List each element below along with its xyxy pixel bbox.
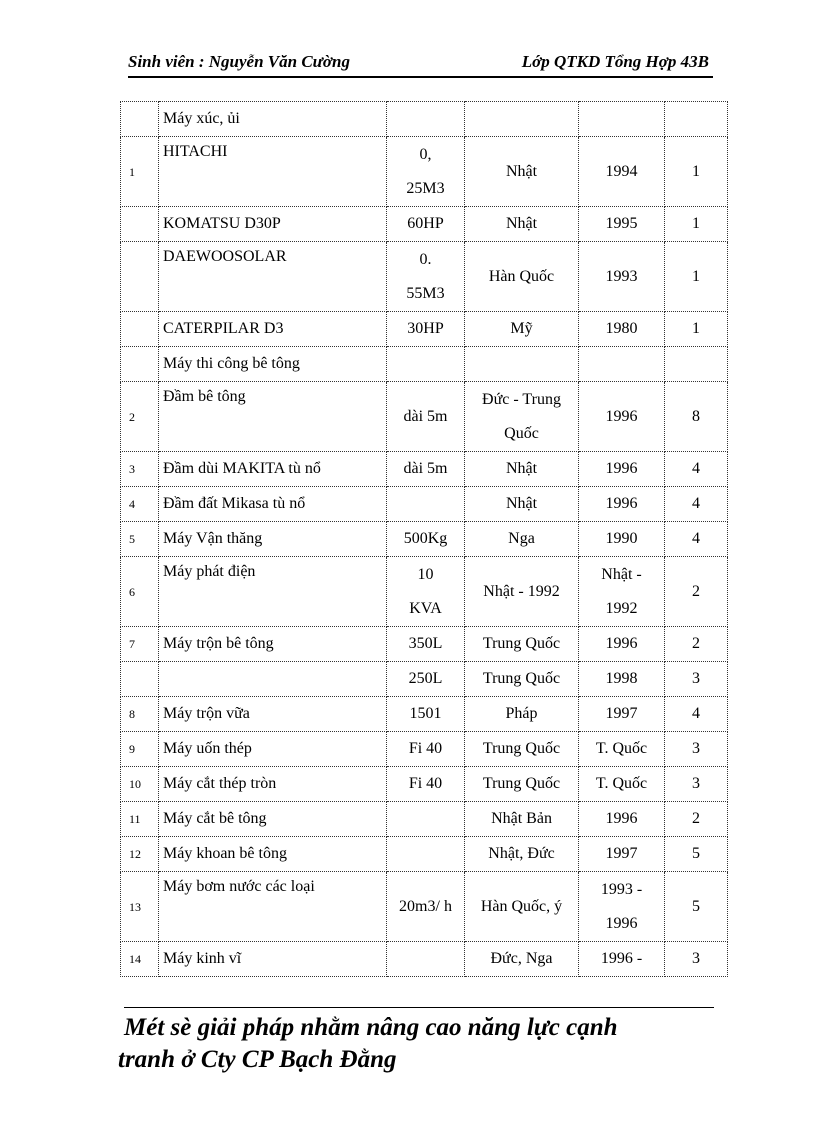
row-number: 6 xyxy=(121,557,159,627)
equipment-year: 1993 - 1996 xyxy=(579,872,665,942)
equipment-capacity: 0. 55M3 xyxy=(387,242,465,312)
equipment-quantity: 3 xyxy=(665,732,728,767)
equipment-capacity xyxy=(387,837,465,872)
equipment-quantity: 2 xyxy=(665,627,728,662)
row-number xyxy=(121,242,159,312)
equipment-capacity: 500Kg xyxy=(387,522,465,557)
row-number: 8 xyxy=(121,697,159,732)
equipment-origin: Nhật - 1992 xyxy=(465,557,579,627)
row-number xyxy=(121,102,159,137)
equipment-name: Máy trộn bê tông xyxy=(159,627,387,662)
equipment-year: 1996 xyxy=(579,802,665,837)
equipment-quantity: 1 xyxy=(665,312,728,347)
class-name: Lớp QTKD Tổng Hợp 43B xyxy=(521,52,709,71)
student-name: Sinh viên : Nguyễn Văn Cường xyxy=(128,52,350,71)
equipment-capacity: 20m3/ h xyxy=(387,872,465,942)
equipment-name: Máy kinh vĩ xyxy=(159,942,387,977)
equipment-quantity: 1 xyxy=(665,242,728,312)
row-number: 5 xyxy=(121,522,159,557)
equipment-year: 1998 xyxy=(579,662,665,697)
equipment-name: Máy bơm nước các loại xyxy=(159,872,387,942)
equipment-year: 1997 xyxy=(579,837,665,872)
row-number: 1 xyxy=(121,137,159,207)
equipment-quantity: 2 xyxy=(665,802,728,837)
equipment-year: 1980 xyxy=(579,312,665,347)
table-row xyxy=(121,802,728,837)
table-row xyxy=(121,382,728,452)
equipment-quantity xyxy=(665,102,728,137)
equipment-capacity xyxy=(387,942,465,977)
equipment-origin: Mỹ xyxy=(465,312,579,347)
row-number xyxy=(121,662,159,697)
equipment-name: Đầm bê tông xyxy=(159,382,387,452)
table-row xyxy=(121,487,728,522)
equipment-quantity: 1 xyxy=(665,137,728,207)
equipment-name: Máy phát điện xyxy=(159,557,387,627)
equipment-year: T. Quốc xyxy=(579,732,665,767)
row-number: 13 xyxy=(121,872,159,942)
equipment-capacity: 30HP xyxy=(387,312,465,347)
equipment-origin: Trung Quốc xyxy=(465,662,579,697)
equipment-origin: Nga xyxy=(465,522,579,557)
equipment-quantity: 4 xyxy=(665,487,728,522)
equipment-capacity xyxy=(387,487,465,522)
table-row xyxy=(121,137,728,207)
table-row xyxy=(121,697,728,732)
equipment-capacity: 60HP xyxy=(387,207,465,242)
equipment-capacity: Fi 40 xyxy=(387,732,465,767)
equipment-year: 1993 xyxy=(579,242,665,312)
equipment-quantity: 3 xyxy=(665,662,728,697)
equipment-quantity: 3 xyxy=(665,767,728,802)
equipment-name: Máy xúc, ủi xyxy=(159,102,387,137)
equipment-origin: Nhật xyxy=(465,487,579,522)
equipment-name: Máy thi công bê tông xyxy=(159,347,387,382)
row-number: 2 xyxy=(121,382,159,452)
row-number: 9 xyxy=(121,732,159,767)
equipment-year: 1994 xyxy=(579,137,665,207)
equipment-year xyxy=(579,347,665,382)
table-row xyxy=(121,837,728,872)
equipment-quantity xyxy=(665,347,728,382)
row-number xyxy=(121,207,159,242)
equipment-year: 1990 xyxy=(579,522,665,557)
equipment-name: Đầm dùi MAKITA tù nổ xyxy=(159,452,387,487)
equipment-name: Máy uốn thép xyxy=(159,732,387,767)
equipment-year: 1996 - xyxy=(579,942,665,977)
equipment-quantity: 4 xyxy=(665,522,728,557)
equipment-year: T. Quốc xyxy=(579,767,665,802)
row-number: 14 xyxy=(121,942,159,977)
equipment-origin: Đức, Nga xyxy=(465,942,579,977)
page-header xyxy=(128,52,713,78)
equipment-capacity: 1501 xyxy=(387,697,465,732)
row-number xyxy=(121,312,159,347)
equipment-quantity: 3 xyxy=(665,942,728,977)
equipment-year: 1995 xyxy=(579,207,665,242)
footer-line-1: Mét sè giải pháp nhằm nâng cao năng lực cạnh xyxy=(124,1014,618,1041)
equipment-origin xyxy=(465,102,579,137)
equipment-name: Máy Vận thăng xyxy=(159,522,387,557)
equipment-name xyxy=(159,662,387,697)
equipment-capacity: Fi 40 xyxy=(387,767,465,802)
equipment-name: Máy khoan bê tông xyxy=(159,837,387,872)
table-row xyxy=(121,102,728,137)
table-row xyxy=(121,347,728,382)
equipment-name: Đầm đất Mikasa tù nổ xyxy=(159,487,387,522)
row-number: 11 xyxy=(121,802,159,837)
equipment-quantity: 5 xyxy=(665,872,728,942)
equipment-year: 1996 xyxy=(579,452,665,487)
row-number xyxy=(121,347,159,382)
footer-line-2: tranh ở Cty CP Bạch Đằng xyxy=(118,1046,397,1073)
equipment-origin: Nhật Bản xyxy=(465,802,579,837)
row-number: 12 xyxy=(121,837,159,872)
equipment-origin: Nhật, Đức xyxy=(465,837,579,872)
row-number: 3 xyxy=(121,452,159,487)
table-row xyxy=(121,767,728,802)
equipment-table xyxy=(120,101,728,977)
row-number: 10 xyxy=(121,767,159,802)
row-number: 7 xyxy=(121,627,159,662)
equipment-name: DAEWOOSOLAR xyxy=(159,242,387,312)
equipment-origin: Đức - Trung Quốc xyxy=(465,382,579,452)
equipment-origin: Trung Quốc xyxy=(465,732,579,767)
table-row xyxy=(121,522,728,557)
equipment-year xyxy=(579,102,665,137)
equipment-capacity: 10 KVA xyxy=(387,557,465,627)
equipment-year: 1996 xyxy=(579,487,665,522)
table-row xyxy=(121,627,728,662)
equipment-origin: Hàn Quốc, ý xyxy=(465,872,579,942)
equipment-origin: Hàn Quốc xyxy=(465,242,579,312)
equipment-name: Máy trộn vữa xyxy=(159,697,387,732)
equipment-capacity xyxy=(387,102,465,137)
equipment-capacity xyxy=(387,802,465,837)
equipment-year: 1996 xyxy=(579,627,665,662)
equipment-origin: Nhật xyxy=(465,137,579,207)
equipment-quantity: 4 xyxy=(665,452,728,487)
equipment-name: CATERPILAR D3 xyxy=(159,312,387,347)
equipment-year: 1997 xyxy=(579,697,665,732)
table-row xyxy=(121,557,728,627)
table-row xyxy=(121,242,728,312)
table-row xyxy=(121,942,728,977)
table-row xyxy=(121,732,728,767)
equipment-origin: Nhật xyxy=(465,452,579,487)
footer-divider xyxy=(124,1007,714,1008)
equipment-quantity: 2 xyxy=(665,557,728,627)
equipment-capacity: 0, 25M3 xyxy=(387,137,465,207)
equipment-year: 1996 xyxy=(579,382,665,452)
footer-title xyxy=(118,1012,718,1076)
table-row xyxy=(121,872,728,942)
equipment-name: KOMATSU D30P xyxy=(159,207,387,242)
equipment-capacity: dài 5m xyxy=(387,452,465,487)
equipment-name: HITACHI xyxy=(159,137,387,207)
equipment-quantity: 4 xyxy=(665,697,728,732)
equipment-year: Nhật - 1992 xyxy=(579,557,665,627)
equipment-capacity: dài 5m xyxy=(387,382,465,452)
equipment-capacity: 350L xyxy=(387,627,465,662)
table-row xyxy=(121,207,728,242)
table-row xyxy=(121,312,728,347)
equipment-origin xyxy=(465,347,579,382)
equipment-origin: Nhật xyxy=(465,207,579,242)
equipment-name: Máy cắt thép tròn xyxy=(159,767,387,802)
row-number: 4 xyxy=(121,487,159,522)
table-row xyxy=(121,662,728,697)
equipment-quantity: 5 xyxy=(665,837,728,872)
equipment-origin: Trung Quốc xyxy=(465,767,579,802)
equipment-origin: Pháp xyxy=(465,697,579,732)
equipment-capacity xyxy=(387,347,465,382)
equipment-origin: Trung Quốc xyxy=(465,627,579,662)
equipment-name: Máy cắt bê tông xyxy=(159,802,387,837)
equipment-capacity: 250L xyxy=(387,662,465,697)
table-row xyxy=(121,452,728,487)
equipment-quantity: 1 xyxy=(665,207,728,242)
equipment-quantity: 8 xyxy=(665,382,728,452)
